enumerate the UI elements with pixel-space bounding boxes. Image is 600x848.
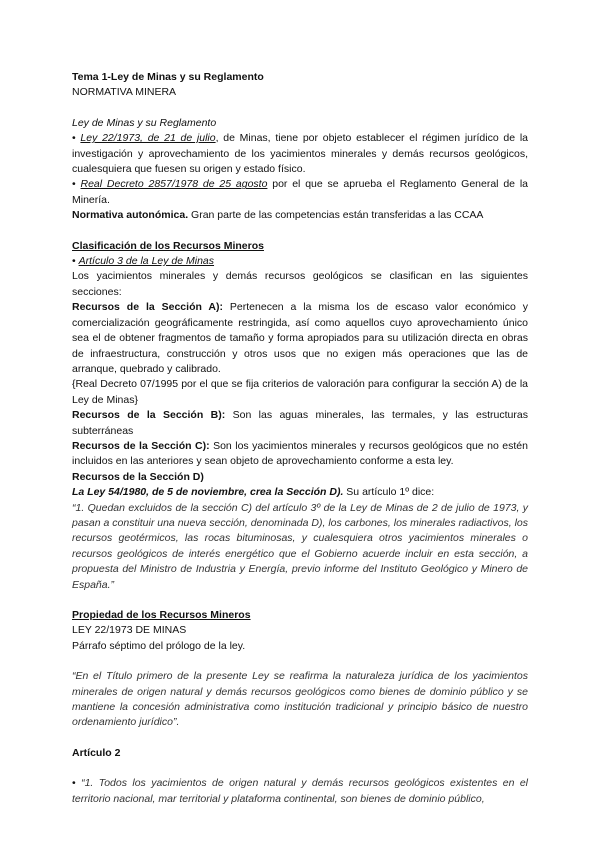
articulo3-link[interactable]: Artículo 3 de la Ley de Minas <box>78 255 215 268</box>
normativa-paragraph <box>72 208 528 223</box>
seccion-c-paragraph <box>72 439 528 470</box>
articulo2-heading: Artículo 2 <box>72 746 121 759</box>
seccion-d-paragraph <box>72 485 528 500</box>
seccion-a-label: Recursos de la Sección A): <box>72 301 223 314</box>
bullet: • <box>72 178 76 191</box>
articulo3-line <box>72 254 528 269</box>
seccion-b-label: Recursos de la Sección B): <box>72 409 226 422</box>
bullet: • <box>72 255 76 268</box>
seccion-d-bold: La Ley 54/1980, de 5 de noviembre, crea la Sección D). <box>72 486 344 499</box>
bullet: • <box>72 132 76 145</box>
document-page <box>72 70 528 807</box>
seccion-d-text: Su artículo 1º dice: <box>343 486 435 499</box>
seccion-a-paragraph <box>72 300 528 377</box>
ley-text: , de Minas, tiene por objeto establecer el régimen jurídico de la investigación y aprovechamiento de los yacimientos minerales y demás recursos geológicos, cualesquiera que fuesen su origen y estado físico. <box>72 132 528 176</box>
seccion-d-label: Recursos de la Sección D) <box>72 470 204 483</box>
document-subtitle: NORMATIVA MINERA <box>72 86 177 99</box>
seccion-c-text: Son los yacimientos minerales y recursos geológicos que no estén incluidos en las anteriores y sean objeto de aprovechamiento conforme a esta ley. <box>72 439 528 468</box>
rd-paragraph <box>72 177 528 208</box>
seccion-b-paragraph <box>72 408 528 439</box>
seccion-c-label: Recursos de la Sección C): <box>72 439 210 452</box>
seccion-b-text: Son las aguas minerales, las termales, y las estructuras subterráneas <box>72 409 528 437</box>
seccion-d-quote: “1. Quedan excluidos de la sección C) del artículo 3º de la Ley de Minas de 2 de julio de 1973, y pasan a constituir una nueva sección, denominada D), los carbones, los minerales radiactivos, los recursos geotérmicos, las rocas bituminosas, y cualesquiera otros yacimientos minerales o recursos geológicos de interés energético que el Gobierno acuerde incluir en esta sección, a propuesta del Ministro de Industria y Energía, previo informe del Instituto Geológico y Minero de España.” <box>72 501 528 591</box>
propiedad-parrafo: Párrafo séptimo del prólogo de la ley. <box>72 639 246 652</box>
rd-link[interactable]: Real Decreto 2857/1978 de 25 agosto <box>80 178 268 191</box>
document-title: Tema 1-Ley de Minas y su Reglamento <box>72 71 264 83</box>
clasificacion-intro: Los yacimientos minerales y demás recursos geológicos se clasifican en las siguientes secciones: <box>72 270 528 298</box>
normativa-label: Normativa autonómica. <box>72 209 189 222</box>
clasificacion-heading: Clasificación de los Recursos Mineros <box>72 239 264 252</box>
seccion-a-note: {Real Decreto 07/1995 por el que se fija criterios de valoración para configurar la sección A) de la Ley de Minas} <box>72 378 528 406</box>
rd-text: por el que se aprueba el Reglamento General de la Minería. <box>72 178 528 206</box>
ley-paragraph <box>72 131 528 177</box>
articulo2-paragraph <box>72 776 528 807</box>
bullet: • <box>72 777 76 790</box>
intro-heading: Ley de Minas y su Reglamento <box>72 116 217 129</box>
propiedad-quote: “En el Título primero de la presente Ley se reafirma la naturaleza jurídica de los yacimientos minerales de origen natural y demás recursos geológicos como bienes de dominio público y se mantiene la concesión administrativa como institución tradicional y principio básico de nuestro ordenamiento jurídico”. <box>72 670 528 729</box>
ley-link[interactable]: Ley 22/1973, de 21 de julio <box>80 132 216 145</box>
articulo2-quote: “1. Todos los yacimientos de origen natural y demás recursos geológicos existentes en el territorio nacional, mar territorial y plataforma continental, son bienes de dominio público, <box>72 777 528 805</box>
normativa-text: Gran parte de las competencias están transferidas a las CCAA <box>188 209 484 222</box>
seccion-a-text: Pertenecen a la misma los de escaso valor económico y comercialización geográficamente restringida, así como aquellos cuyo aprovechamiento único sea el de obtener fragmentos de tamaño y forma apropiados para su utilización directa en obras de infraestructura, construcción y otros usos que no exigen más operaciones que las de arranque, quebrado y calibrado. <box>72 301 528 375</box>
propiedad-heading: Propiedad de los Recursos Mineros <box>72 609 251 621</box>
propiedad-ley: LEY 22/1973 DE MINAS <box>72 624 187 637</box>
